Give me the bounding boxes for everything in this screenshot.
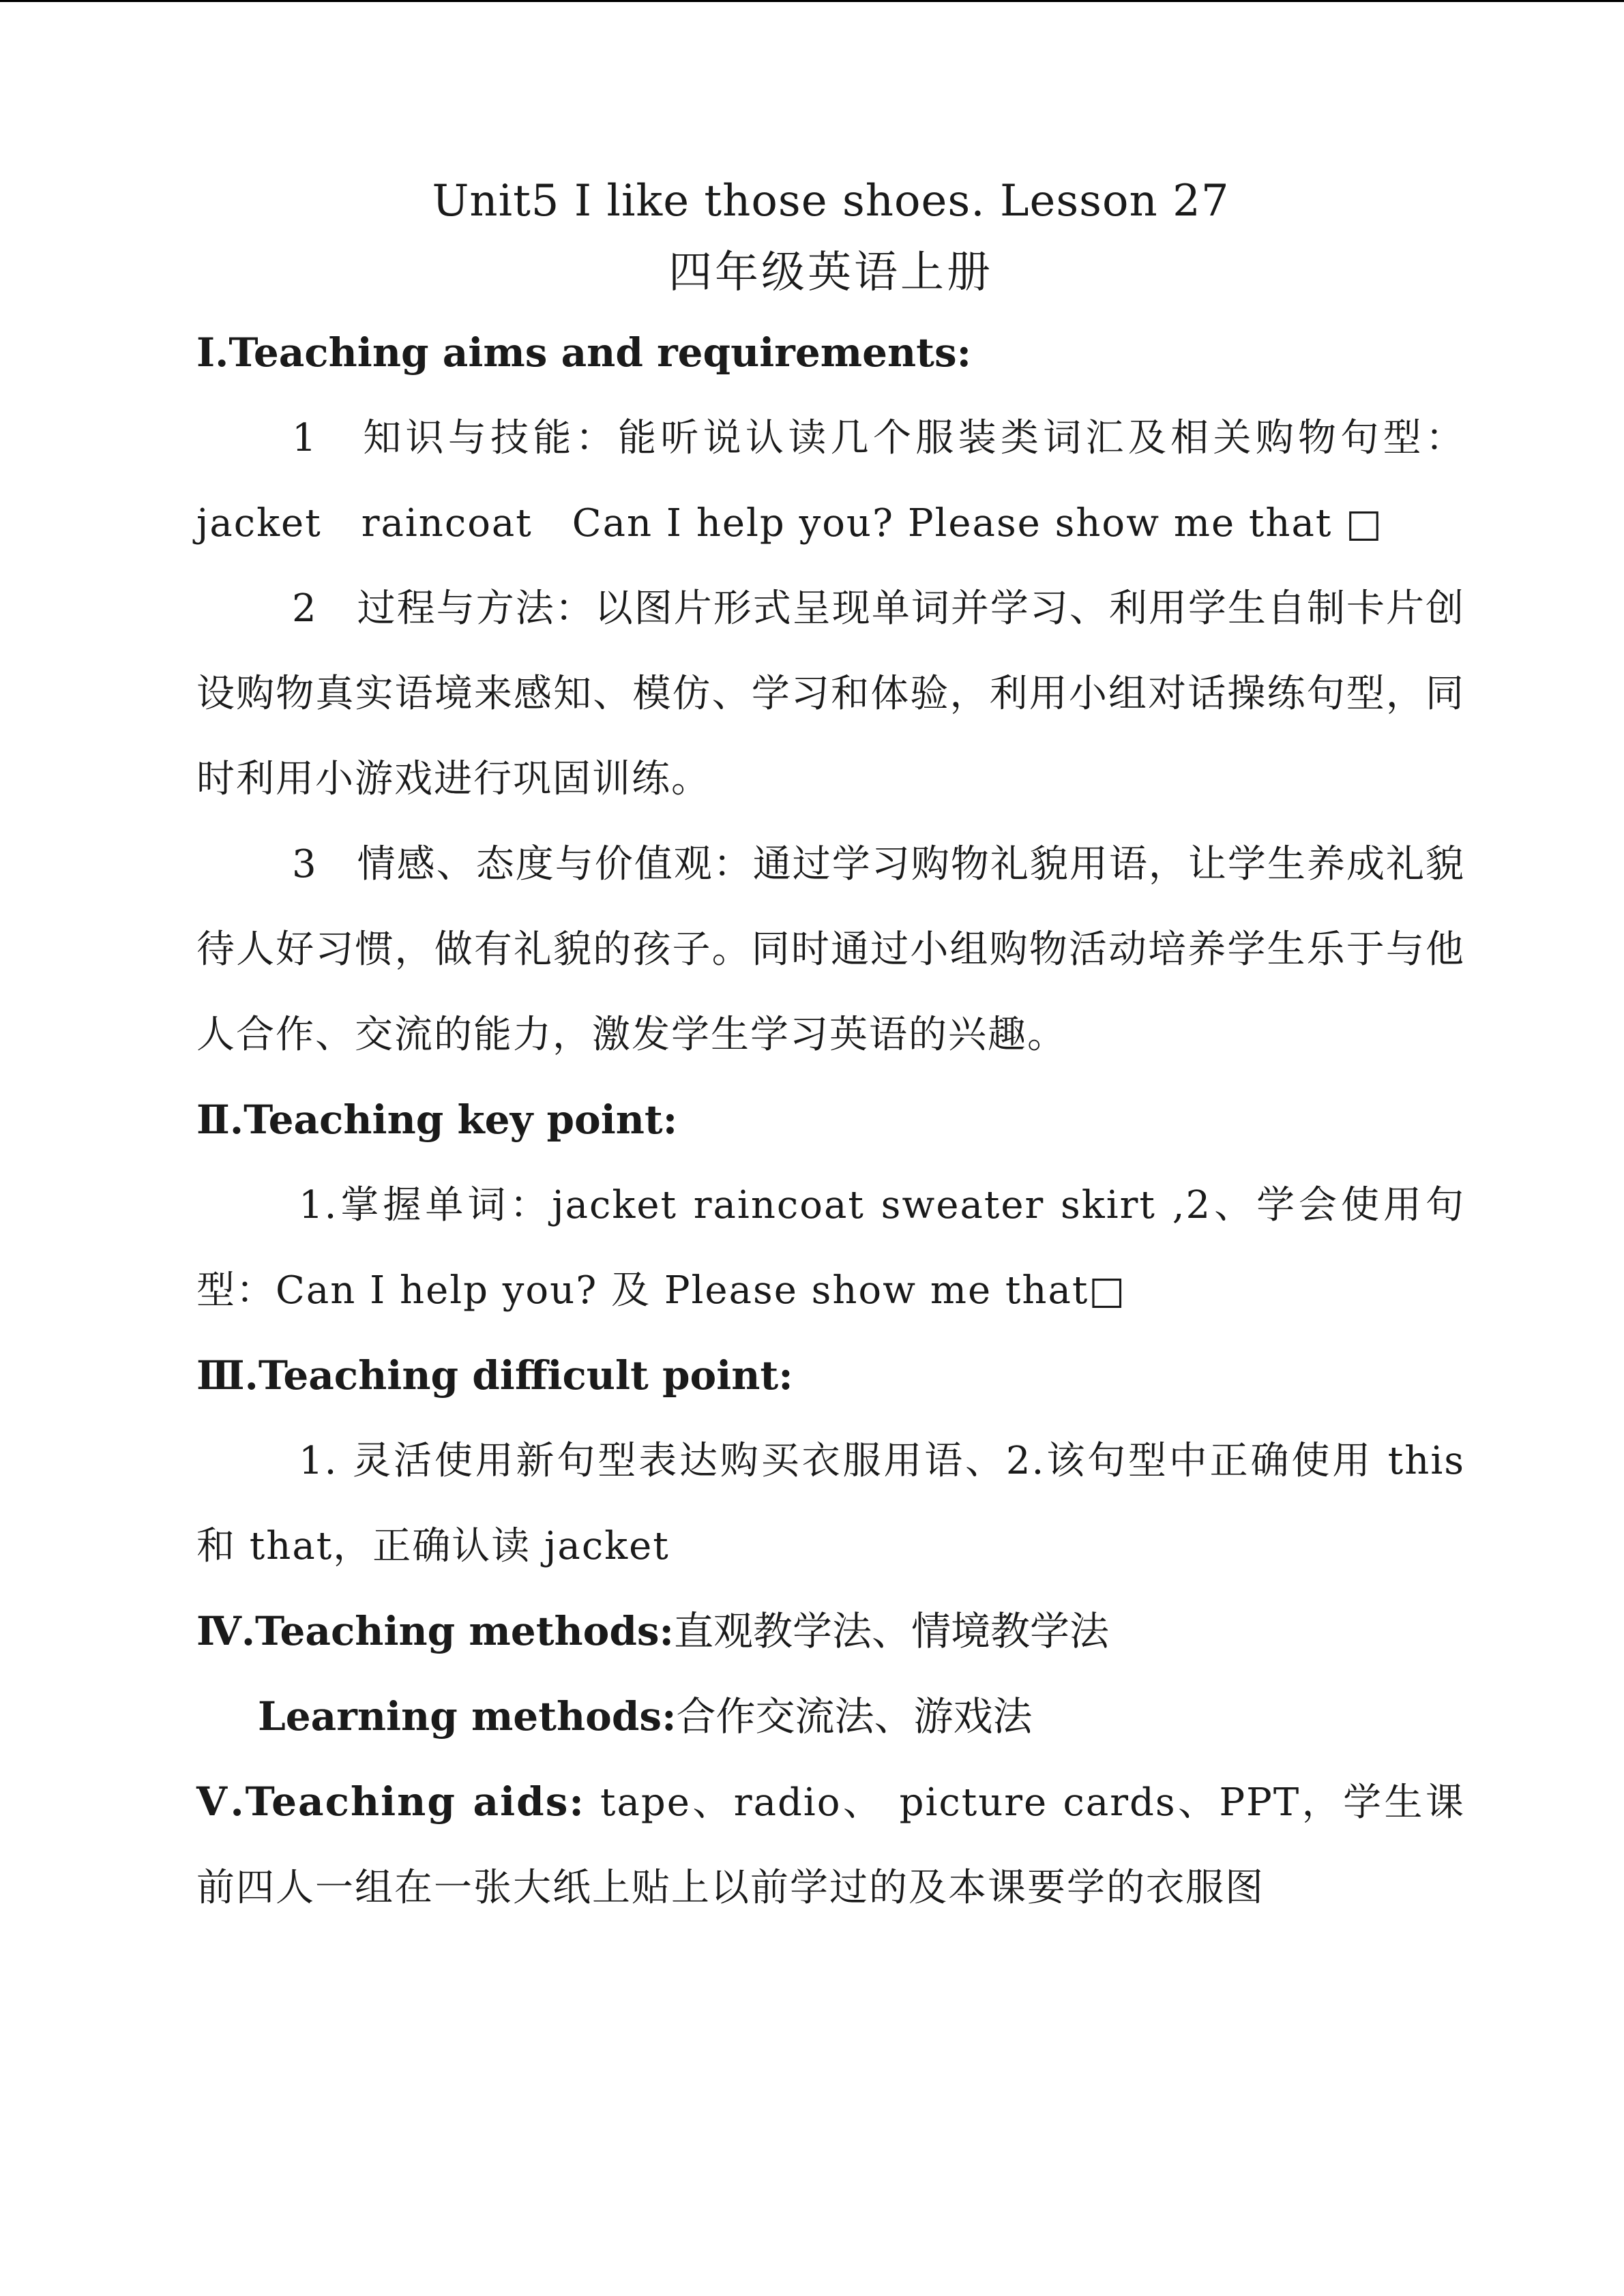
key-point-text: 1.掌握单词：jacket raincoat sweater skirt ,2、学会使用句型：Can I help you? 及 Please show me that□ [196, 1183, 1465, 1313]
section-heading-methods [196, 1589, 1465, 1674]
aids-text: tape、radio、 picture cards、PPT，学生课前四人一组在一张大纸上贴上以前学过的及本课要学的衣服图 [196, 1780, 1465, 1910]
document-title: Unit5 I like those shoes. Lesson 27 [432, 176, 1230, 226]
section-heading-aids: Ⅴ.Teaching aids: [196, 1778, 585, 1825]
top-border-line [0, 0, 1624, 2]
document-page [196, 167, 1465, 1930]
methods-label: Ⅳ.Teaching methods: [196, 1608, 674, 1654]
section-heading-aims: Ⅰ.Teaching aims and requirements: [196, 329, 972, 376]
methods-value: 直观教学法、情境教学法 [673, 1608, 1109, 1654]
difficult-point-text: 1. 灵活使用新句型表达购买衣服用语、2.该句型中正确使用 this 和 that，正确认读 jacket [196, 1439, 1465, 1568]
document-subtitle: 四年级英语上册 [668, 248, 993, 298]
learning-methods-value: 合作交流法、游戏法 [676, 1693, 1033, 1740]
aims-item-1: 1 知识与技能：能听说认读几个服装类词汇及相关购物句型：jacket raincoat Can I help you? Please show me that □ [196, 416, 1465, 546]
aims-item-2: 2 过程与方法：以图片形式呈现单词并学习、利用学生自制卡片创设购物真实语境来感知、模仿、学习和体验，利用小组对话操练句型，同时利用小游戏进行巩固训练。 [196, 586, 1465, 801]
learning-methods-label: Learning methods: [258, 1693, 677, 1740]
aids-line [196, 1759, 1465, 1930]
section-heading-difficult-point: Ⅲ.Teaching difficult point: [196, 1352, 793, 1399]
section-heading-key-point: Ⅱ.Teaching key point: [196, 1097, 678, 1143]
aims-item-3: 3 情感、态度与价值观：通过学习购物礼貌用语，让学生养成礼貌待人好习惯，做有礼貌的孩子。同时通过小组购物活动培养学生乐于与他人合作、交流的能力，激发学生学习英语的兴趣。 [196, 842, 1465, 1057]
learning-methods-line [196, 1674, 1465, 1759]
